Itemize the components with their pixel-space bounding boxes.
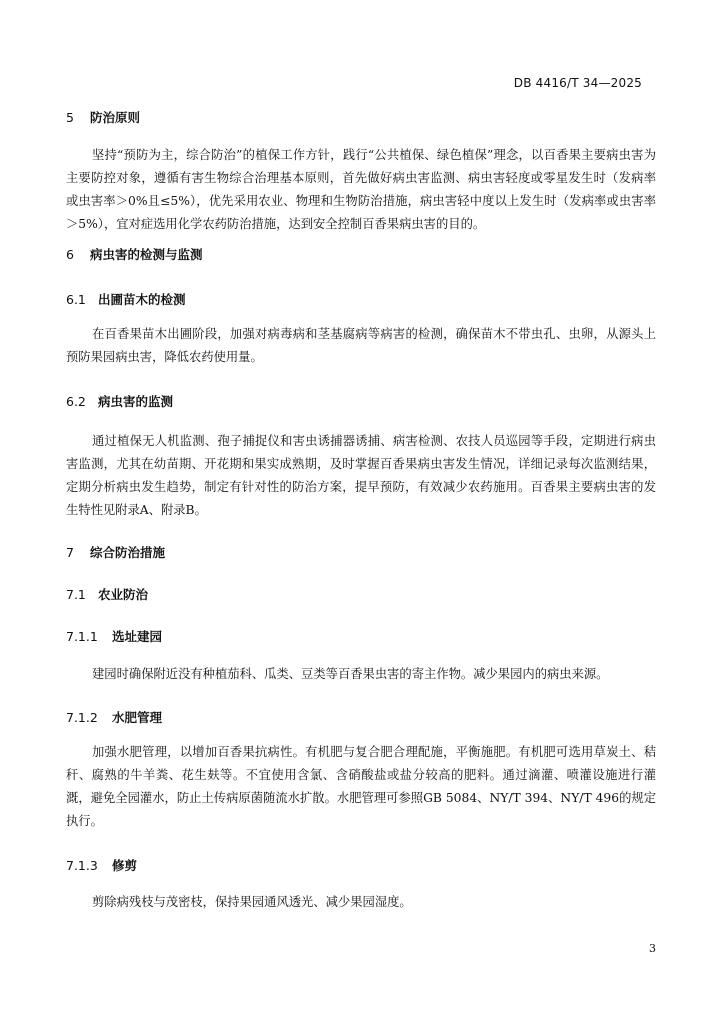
section-number: 7.1.3	[66, 858, 98, 873]
section-title: 修剪	[112, 858, 138, 873]
section-number: 7	[66, 545, 74, 560]
section-title: 水肥管理	[112, 710, 163, 725]
section-heading-7-1-1	[66, 627, 162, 645]
section-title: 病虫害的监测	[98, 394, 174, 409]
section-heading-7-1	[66, 585, 148, 603]
section-number: 6.1	[66, 292, 86, 307]
section-title: 农业防治	[98, 587, 149, 602]
section-title: 选址建园	[112, 629, 163, 644]
section-number: 7.1	[66, 587, 86, 602]
section-number: 6	[66, 247, 74, 262]
paragraph-6-2: 通过植保无人机监测、孢子捕捉仪和害虫诱捕器诱捕、病害检测、农技人员巡园等手段，定期进行病虫害监测，尤其在幼苗期、开花期和果实成熟期，及时掌握百香果病虫害发生情况，详细记录每次监测结果，定期分析病虫发生趋势，制定有针对性的防治方案，提早预防，有效减少农药施用。百香果主要病虫害的发生特性见附录A、附录B。	[66, 434, 656, 517]
section-number: 5	[66, 110, 74, 125]
section-title: 综合防治措施	[90, 545, 166, 560]
paragraph-6-1: 在百香果苗木出圃阶段，加强对病毒病和茎基腐病等病害的检测，确保苗木不带虫孔、虫卵，从源头上预防果园病虫害，降低农药使用量。	[66, 327, 656, 364]
section-title: 病虫害的检测与监测	[90, 247, 203, 262]
section-number: 7.1.2	[66, 710, 98, 725]
section-heading-7-1-2	[66, 708, 162, 726]
paragraph-7-1-2: 加强水肥管理，以增加百香果抗病性。有机肥与复合肥合理配施，平衡施肥。有机肥可选用草炭土、秸秆、腐熟的牛羊粪、花生麸等。不宜使用含氯、含硝酸盐或盐分较高的肥料。通过滴灌、喷灌设施进行灌溉，避免全园灌水，防止土传病原菌随流水扩散。水肥管理可参照GB 5084、NY/T 394、NY/T 496的规定执行。	[66, 745, 656, 828]
page-number: 3	[649, 942, 656, 955]
section-heading-7	[66, 543, 165, 561]
section-heading-6	[66, 245, 203, 263]
section-heading-5	[66, 108, 140, 126]
document-code: DB 4416/T 34—2025	[513, 76, 642, 90]
section-heading-7-1-3	[66, 856, 137, 874]
section-number: 7.1.1	[66, 629, 98, 644]
paragraph-5: 坚持“预防为主，综合防治”的植保工作方针，践行“公共植保、绿色植保”理念，以百香果主要病虫害为主要防控对象，遵循有害生物综合治理基本原则，首先做好病虫害监测、病虫害轻度或零星发生时（发病率或虫害率＞0%且≤5%），优先采用农业、物理和生物防治措施，病虫害轻中度以上发生时（发病率或虫害率＞5%），宜对症选用化学农药防治措施，达到安全控制百香果病虫害的目的。	[66, 148, 656, 231]
section-number: 6.2	[66, 394, 86, 409]
section-heading-6-1	[66, 290, 186, 308]
paragraph-7-1-1: 建园时确保附近没有种植茄科、瓜类、豆类等百香果虫害的寄主作物。减少果园内的病虫来源。	[92, 667, 609, 681]
paragraph-7-1-3: 剪除病残枝与茂密枝，保持果园通风透光、减少果园湿度。	[92, 895, 412, 909]
section-title: 出圃苗木的检测	[98, 292, 186, 307]
section-title: 防治原则	[90, 110, 141, 125]
section-heading-6-2	[66, 392, 173, 410]
